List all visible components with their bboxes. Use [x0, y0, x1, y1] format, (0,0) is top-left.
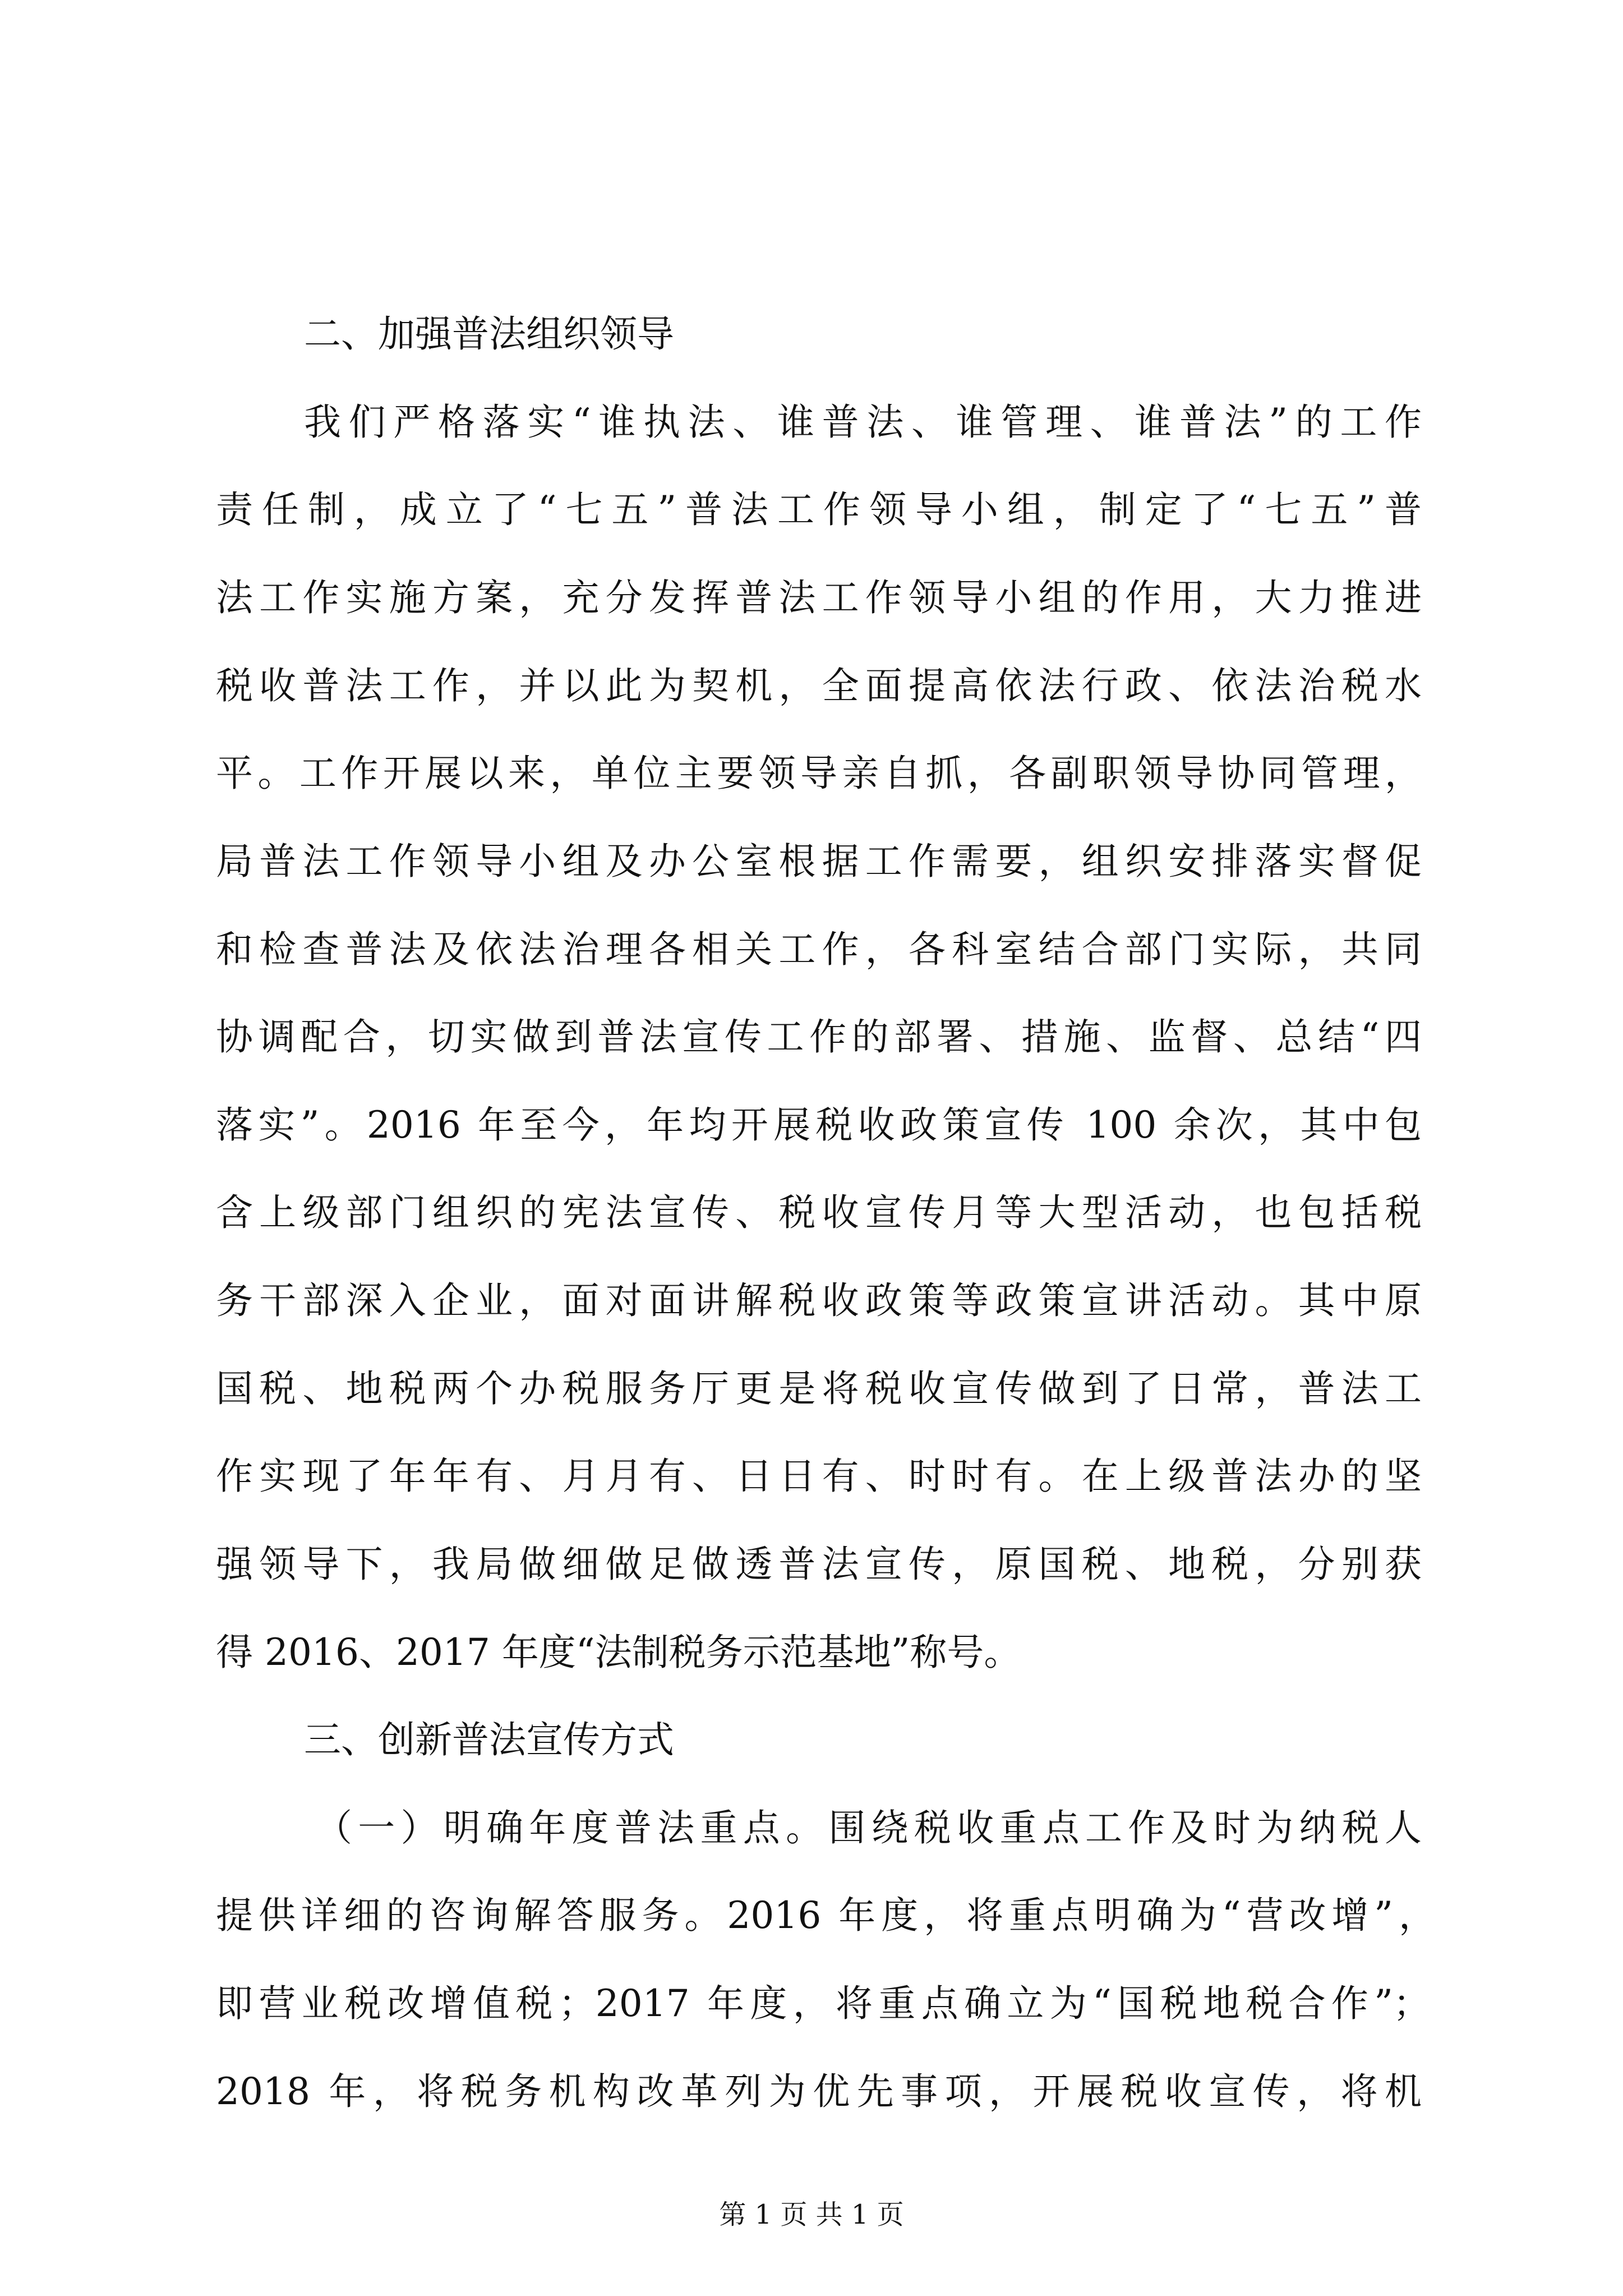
paragraph-line: 局普法工作领导小组及办公室根据工作需要，组织安排落实督促	[216, 840, 1422, 883]
paragraph-line: 税收普法工作，并以此为契机，全面提高依法行政、依法治税水	[216, 664, 1422, 707]
paragraph-line: 我们严格落实“谁执法、谁普法、谁管理、谁普法”的工作	[304, 401, 1422, 444]
paragraph-line: 强领导下，我局做细做足做透普法宣传，原国税、地税，分别获	[216, 1543, 1422, 1586]
section-heading-2: 二、加强普法组织领导	[304, 312, 674, 356]
paragraph-line: 法工作实施方案，充分发挥普法工作领导小组的作用，大力推进	[216, 576, 1422, 619]
paragraph-line: 即营业税改增值税；2017 年度，将重点确立为“国税地税合作”；	[216, 1982, 1430, 2025]
paragraph-line: 和检查普法及依法治理各相关工作，各科室结合部门实际，共同	[216, 928, 1422, 971]
paragraph-line: 责任制，成立了“七五”普法工作领导小组，制定了“七五”普	[216, 488, 1422, 531]
paragraph-line: 平。工作开展以来，单位主要领导亲自抓，各副职领导协同管理，	[216, 752, 1422, 795]
paragraph-line: 提供详细的咨询解答服务。2016 年度，将重点明确为“营改增”，	[216, 1894, 1436, 1937]
paragraph-line: 务干部深入企业，面对面讲解税收政策等政策宣讲活动。其中原	[216, 1279, 1422, 1322]
paragraph-line: （一）明确年度普法重点。围绕税收重点工作及时为纳税人	[315, 1806, 1422, 1849]
paragraph-line: 含上级部门组织的宪法宣传、税收宣传月等大型活动，也包括税	[216, 1191, 1422, 1234]
paragraph-line: 协调配合，切实做到普法宣传工作的部署、措施、监督、总结“四	[216, 1015, 1422, 1059]
page-footer: 第 1 页 共 1 页	[719, 2199, 904, 2230]
paragraph-line: 落实”。2016 年至今，年均开展税收政策宣传 100 余次，其中包	[216, 1103, 1422, 1147]
section-heading-3: 三、创新普法宣传方式	[304, 1718, 674, 1761]
paragraph-line: 2018 年，将税务机构改革列为优先事项，开展税收宣传，将机	[216, 2070, 1422, 2113]
paragraph-line-last: 得 2016、2017 年度“法制税务示范基地”称号。	[216, 1631, 1021, 1674]
paragraph-line: 国税、地税两个办税服务厅更是将税收宣传做到了日常，普法工	[216, 1367, 1422, 1410]
paragraph-line: 作实现了年年有、月月有、日日有、时时有。在上级普法办的坚	[216, 1455, 1422, 1498]
